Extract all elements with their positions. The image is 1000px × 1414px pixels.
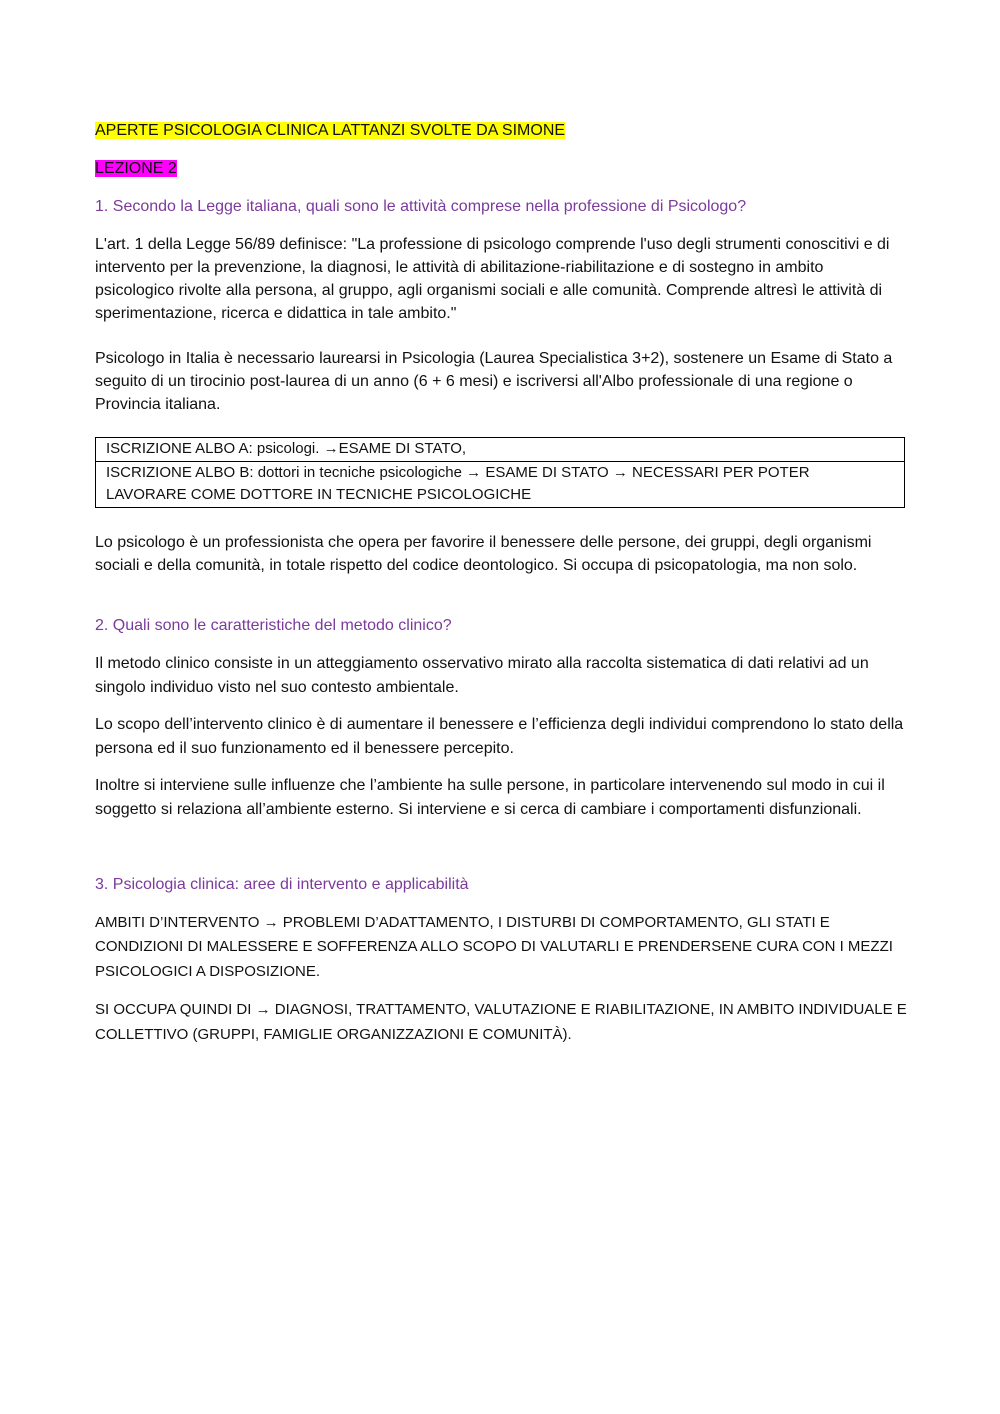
question-1: 1. Secondo la Legge italiana, quali sono le attività comprese nella professione di Psicologo?: [95, 198, 747, 215]
paragraph-scopo: Lo scopo dell’intervento clinico è di aumentare il benessere e l’efficienza degli individui comprendono lo stato della persona ed il suo funzionamento ed il benessere percepito.: [95, 715, 904, 757]
lesson-line: [95, 157, 907, 180]
paragraph-psicologo: Lo psicologo è un professionista che opera per favorire il benessere delle persone, dei gruppi, degli organismi sociali e della comunità, in totale rispetto del codice deontologico. Si occupa di psicopatologia, ma non solo.: [95, 533, 872, 574]
lesson-label: LEZIONE 2: [95, 160, 177, 177]
title-line: [95, 119, 907, 142]
albo-a-cell: ISCRIZIONE ALBO A: psicologi. →ESAME DI STATO,: [96, 438, 905, 462]
paragraph-legge: L'art. 1 della Legge 56/89 definisce: "La professione di psicologo comprende l'uso degli strumenti conoscitivi e di intervento per la prevenzione, la diagnosi, le attività di abilitazione-riabilitazione e di sostegno in ambito psicologico rivolte alla persona, al gruppo, agli organismi sociali e alle comunità. Comprende altresì le attività di sperimentazione, ricerca e didattica in tale ambito.": [95, 236, 890, 322]
paragraph-requisiti: Psicologo in Italia è necessario laurearsi in Psicologia (Laurea Specialistica 3+2), sostenere un Esame di Stato a seguito di un tirocinio post-laurea di un anno (6 + 6 mesi) e iscriversi all'Albo professionale di una regione o Provincia italiana.: [95, 350, 893, 413]
document-page: [95, 119, 907, 1047]
question-2: 2. Quali sono le caratteristiche del metodo clinico?: [95, 616, 452, 634]
paragraph-influenze: Inoltre si interviene sulle influenze che l’ambiente ha sulle persone, in particolare intervenendo sul modo in cui il soggetto si relaziona all’ambiente esterno. Si interviene e si cerca di cambiare i comportamenti disfunzionali.: [95, 776, 885, 818]
document-title: APERTE PSICOLOGIA CLINICA LATTANZI SVOLTE DA SIMONE: [95, 122, 566, 139]
albo-table: [95, 437, 905, 508]
table-row: [96, 438, 905, 462]
paragraph-ambiti: AMBITI D’INTERVENTO → PROBLEMI D’ADATTAMENTO, I DISTURBI DI COMPORTAMENTO, GLI STATI E CONDIZIONI DI MALESSERE E SOFFERENZA ALLO SCOPO DI VALUTARLI E PRENDERSENE CURA CON I MEZZI PSICOLOGICI A DISPOSIZIONE.: [95, 913, 893, 980]
albo-b-cell: ISCRIZIONE ALBO B: dottori in tecniche psicologiche → ESAME DI STATO → NECESSARI PER POTER LAVORARE COME DOTTORE IN TECNICHE PSICOLOGICHE: [96, 461, 905, 507]
question-3: 3. Psicologia clinica: aree di intervento e applicabilità: [95, 875, 469, 893]
paragraph-metodo: Il metodo clinico consiste in un atteggiamento osservativo mirato alla raccolta sistematica di dati relativi ad un singolo individuo visto nel suo contesto ambientale.: [95, 654, 869, 696]
table-row: [96, 461, 905, 507]
paragraph-occupa: SI OCCUPA QUINDI DI → DIAGNOSI, TRATTAMENTO, VALUTAZIONE E RIABILITAZIONE, IN AMBITO INDIVIDUALE E COLLETTIVO (GRUPPI, FAMIGLIE ORGANIZZAZIONI E COMUNITÀ).: [95, 1001, 907, 1043]
